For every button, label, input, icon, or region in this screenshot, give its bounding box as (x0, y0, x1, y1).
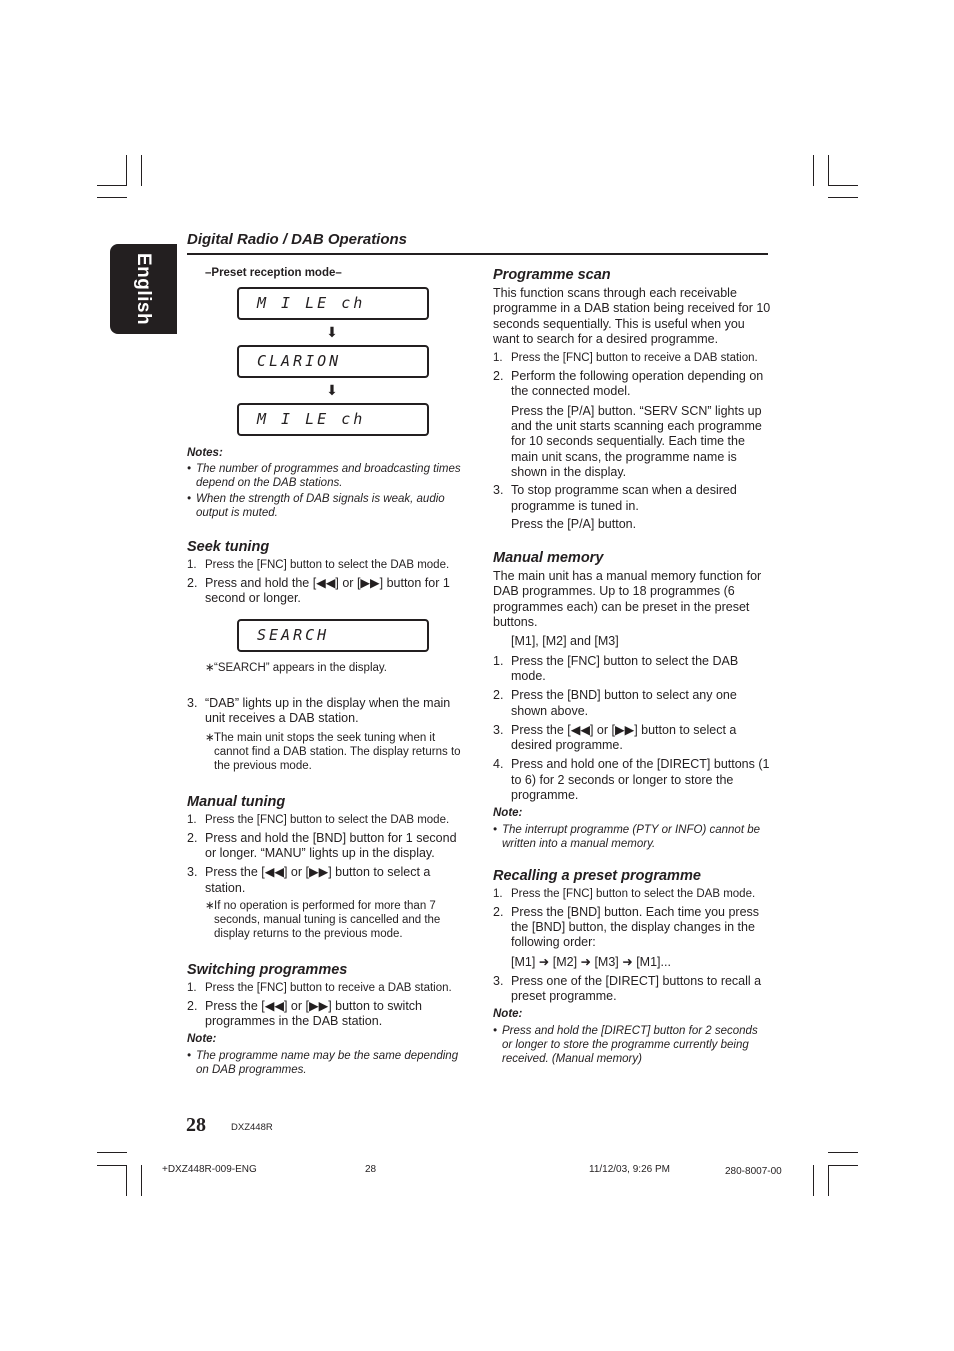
note-item: • The interrupt programme (PTY or INFO) cannot be written into a manual memory. (493, 823, 760, 850)
scan-step-detail: Press the [P/A] button. (511, 516, 637, 531)
list-item: 1. Press the [FNC] button to select the DAB mode. (493, 887, 756, 900)
lcd-display: M I LE ch (237, 287, 429, 320)
memory-intro: The main unit has a manual memory function for DAB programmes. Up to 18 programmes (6 programmes each) can be preset in the preset buttons. (493, 569, 762, 630)
footer-code: 280-8007-00 (725, 1166, 782, 1177)
display-sequence (187, 287, 467, 436)
notes-title: Notes: (187, 447, 223, 460)
note-item: • Press and hold the [DIRECT] button for 2 seconds or longer to store the programme currently being received. (Manual memory) (493, 1024, 758, 1065)
sub-note: ∗ If no operation is performed for more than 7 seconds, manual tuning is cancelled and the display returns to the previous mode. (205, 899, 441, 940)
recalling-preset-title: Recalling a preset programme (493, 867, 701, 884)
note-title: Note: (493, 1008, 523, 1021)
memory-banks: [M1], [M2] and [M3] (511, 634, 619, 649)
crop-mark (97, 185, 127, 186)
crop-mark (97, 197, 127, 198)
list-item: 2. Perform the following operation depending on the connected model. (493, 369, 764, 399)
list-item: 2. Press the [BND] button. Each time you press the [BND] button, the display changes in the following order: (493, 904, 760, 950)
sub-note: ∗ “SEARCH” appears in the display. (205, 662, 387, 675)
list-item: 2. Press the [◀◀] or [▶▶] button to switch programmes in the DAB station. (187, 998, 423, 1029)
sub-note: ∗ The main unit stops the seek tuning when it cannot find a DAB station. The display returns to the previous mode. (205, 731, 461, 772)
scan-intro: This function scans through each receivable programme in a DAB station being received for 10 seconds sequentially. This is useful when you want to search for a desired programme. (493, 286, 771, 346)
crop-mark (813, 155, 814, 186)
list-item: 3. To stop programme scan when a desired programme is tuned in. (493, 483, 737, 513)
note-item: • The number of programmes and broadcasting times depend on the DAB stations. (187, 462, 461, 489)
list-item: 3. Press one of the [DIRECT] buttons to recall a preset programme. (493, 973, 762, 1004)
crop-mark (828, 1152, 858, 1153)
lcd-display: CLARION (237, 345, 429, 378)
crop-mark (141, 1165, 142, 1196)
list-item: 2. Press and hold the [BND] button for 1 second or longer. “MANU” lights up in the display. (187, 830, 457, 861)
list-item: 3. Press the [◀◀] or [▶▶] button to select a desired programme. (493, 722, 737, 753)
scan-step-detail: Press the [P/A] button. “SERV SCN” lights up and the unit starts scanning each programme for 10 seconds sequentially. Each time the main unit scans, the programme name is shown in the display. (511, 403, 762, 479)
list-item: 3. “DAB” lights up in the display when the main unit receives a DAB station. (187, 696, 451, 726)
seek-display (187, 619, 467, 652)
note-item: • When the strength of DAB signals is weak, audio output is muted. (187, 492, 445, 519)
crop-mark (828, 185, 858, 186)
programme-scan-title: Programme scan (493, 267, 611, 283)
crop-mark (126, 155, 127, 186)
list-item: 1. Press the [FNC] button to receive a DAB station. (493, 352, 758, 365)
crop-mark (126, 1165, 127, 1196)
crop-mark (97, 1165, 127, 1166)
list-item: 1. Press the [FNC] button to receive a DAB station. (187, 981, 452, 994)
model-name: DXZ448R (231, 1122, 273, 1133)
language-tab (110, 244, 177, 334)
down-arrow-icon: ⬇ (326, 324, 338, 341)
list-item: 1. Press the [FNC] button to select the DAB mode. (493, 653, 739, 683)
crop-mark (813, 1165, 814, 1196)
crop-mark (828, 197, 858, 198)
list-item: 4. Press and hold one of the [DIRECT] buttons (1 to 6) for 2 seconds or longer to store the programme. (493, 757, 770, 803)
crop-mark (97, 1152, 127, 1153)
note-item: • The programme name may be the same depending on DAB programmes. (187, 1049, 459, 1076)
footer-page: 28 (365, 1164, 377, 1175)
language-tab-label: English (133, 252, 155, 326)
down-arrow-icon: ⬇ (326, 382, 338, 399)
list-item: 2. Press the [BND] button to select any one shown above. (493, 688, 737, 718)
page-number: 28 (186, 1114, 206, 1136)
lcd-display: M I LE ch (237, 403, 429, 436)
note-title: Note: (493, 807, 523, 820)
list-item: 2. Press and hold the [◀◀] or [▶▶] button for 1 second or longer. (187, 575, 450, 605)
list-item: 3. Press the [◀◀] or [▶▶] button to select a station. (187, 865, 431, 895)
right-column (493, 266, 771, 1066)
seek-tuning-title: Seek tuning (187, 538, 270, 555)
manual-memory-title: Manual memory (493, 550, 604, 567)
list-item: 1. Press the [FNC] button to select the DAB mode. (187, 813, 450, 826)
lcd-display: SEARCH (237, 619, 429, 652)
switching-programmes-title: Switching programmes (187, 961, 348, 978)
footer-datetime: 11/12/03, 9:26 PM (589, 1164, 670, 1175)
manual-tuning-title: Manual tuning (187, 793, 286, 810)
preset-heading: –Preset reception mode– (205, 267, 342, 279)
recall-order: [M1] ➜ [M2] ➜ [M3] ➜ [M1]... (511, 954, 671, 969)
note-title: Note: (187, 1032, 217, 1045)
crop-mark (141, 155, 142, 186)
crop-mark (828, 155, 829, 186)
list-item: 1. Press the [FNC] button to select the DAB mode. (187, 558, 450, 571)
footer-file: +DXZ448R-009-ENG (162, 1164, 257, 1175)
header-rule (187, 253, 768, 255)
section-title: Digital Radio / DAB Operations (187, 231, 408, 248)
left-column (187, 266, 467, 1077)
crop-mark (828, 1165, 829, 1196)
crop-mark (828, 1165, 858, 1166)
